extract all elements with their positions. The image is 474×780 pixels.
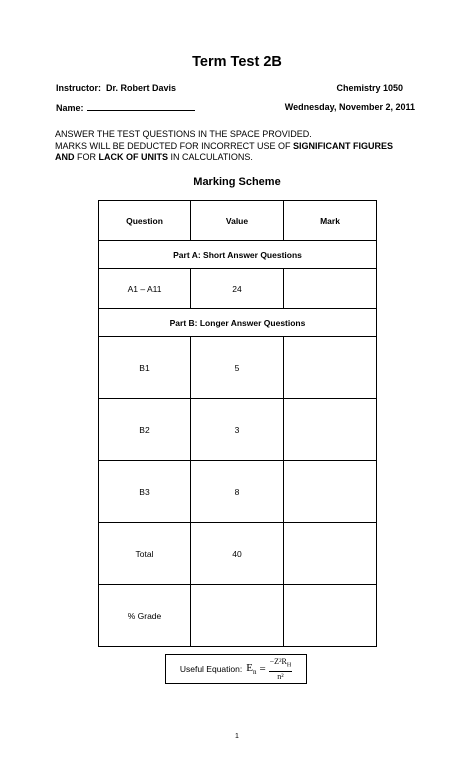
equation-denominator: n² (277, 671, 284, 681)
table-row (99, 337, 377, 399)
useful-equation-box (165, 654, 307, 684)
instructor-name: Dr. Robert Davis (106, 83, 177, 93)
mark-cell (284, 337, 377, 399)
part-b-title: Part B: Longer Answer Questions (99, 309, 377, 337)
question-cell: B3 (99, 461, 191, 523)
equation-lhs (246, 662, 256, 676)
part-a-row (99, 241, 377, 269)
value-cell: 3 (191, 399, 284, 461)
table-row (99, 585, 377, 647)
mark-cell (284, 523, 377, 585)
question-cell: Total (99, 523, 191, 585)
instructions (55, 129, 425, 164)
instruction-line-2 (55, 141, 425, 153)
instruction-emphasis-sig-figs: SIGNIFICANT FIGURES (293, 140, 394, 151)
mark-cell (284, 585, 377, 647)
table-row (99, 399, 377, 461)
equation-fraction (269, 657, 292, 681)
header-value: Value (191, 201, 284, 241)
instruction-text: MARKS WILL BE DEDUCTED FOR INCORRECT USE OF (55, 140, 294, 151)
header-mark: Mark (284, 201, 377, 241)
name-label: Name: (56, 103, 84, 113)
header-question: Question (99, 201, 191, 241)
part-b-row (99, 309, 377, 337)
marking-scheme-table (98, 200, 377, 647)
instruction-line-1: ANSWER THE TEST QUESTIONS IN THE SPACE PROVIDED. (55, 129, 312, 139)
value-cell: 24 (191, 269, 284, 309)
table-header-row (99, 201, 377, 241)
marking-scheme-title: Marking Scheme (193, 176, 281, 188)
equation-lhs-symbol: E (246, 661, 253, 674)
instructor-line (56, 83, 176, 93)
instruction-text: FOR (74, 152, 99, 162)
question-cell: B1 (99, 337, 191, 399)
value-cell: 8 (191, 461, 284, 523)
question-cell: A1 – A11 (99, 269, 191, 309)
page-title: Term Test 2B (192, 54, 282, 70)
mark-cell (284, 461, 377, 523)
instruction-emphasis-units: LACK OF UNITS (98, 152, 168, 162)
value-cell: 5 (191, 337, 284, 399)
test-date: Wednesday, November 2, 2011 (284, 102, 415, 112)
page-number: 1 (235, 733, 239, 740)
table-row (99, 269, 377, 309)
table-row (99, 523, 377, 585)
question-cell: B2 (99, 399, 191, 461)
value-cell (191, 585, 284, 647)
instruction-emphasis-and: AND (55, 152, 75, 162)
part-a-title: Part A: Short Answer Questions (99, 241, 377, 269)
mark-cell (284, 269, 377, 309)
equation-label: Useful Equation: (179, 664, 243, 674)
equation-numerator-text: −Z²R (269, 657, 287, 667)
mark-cell (284, 399, 377, 461)
name-line (56, 102, 195, 113)
instruction-line-3 (55, 152, 425, 164)
name-blank (87, 102, 195, 111)
instruction-text: IN CALCULATIONS. (168, 152, 253, 162)
equation-numerator-subscript: H (286, 662, 292, 669)
equation-equals: = (259, 663, 266, 675)
table-row (99, 461, 377, 523)
equation-numerator (269, 657, 292, 672)
instructor-label: Instructor: (56, 83, 101, 93)
question-cell: % Grade (99, 585, 191, 647)
equation-lhs-subscript: n (252, 668, 257, 677)
course-name: Chemistry 1050 (336, 83, 403, 93)
value-cell: 40 (191, 523, 284, 585)
